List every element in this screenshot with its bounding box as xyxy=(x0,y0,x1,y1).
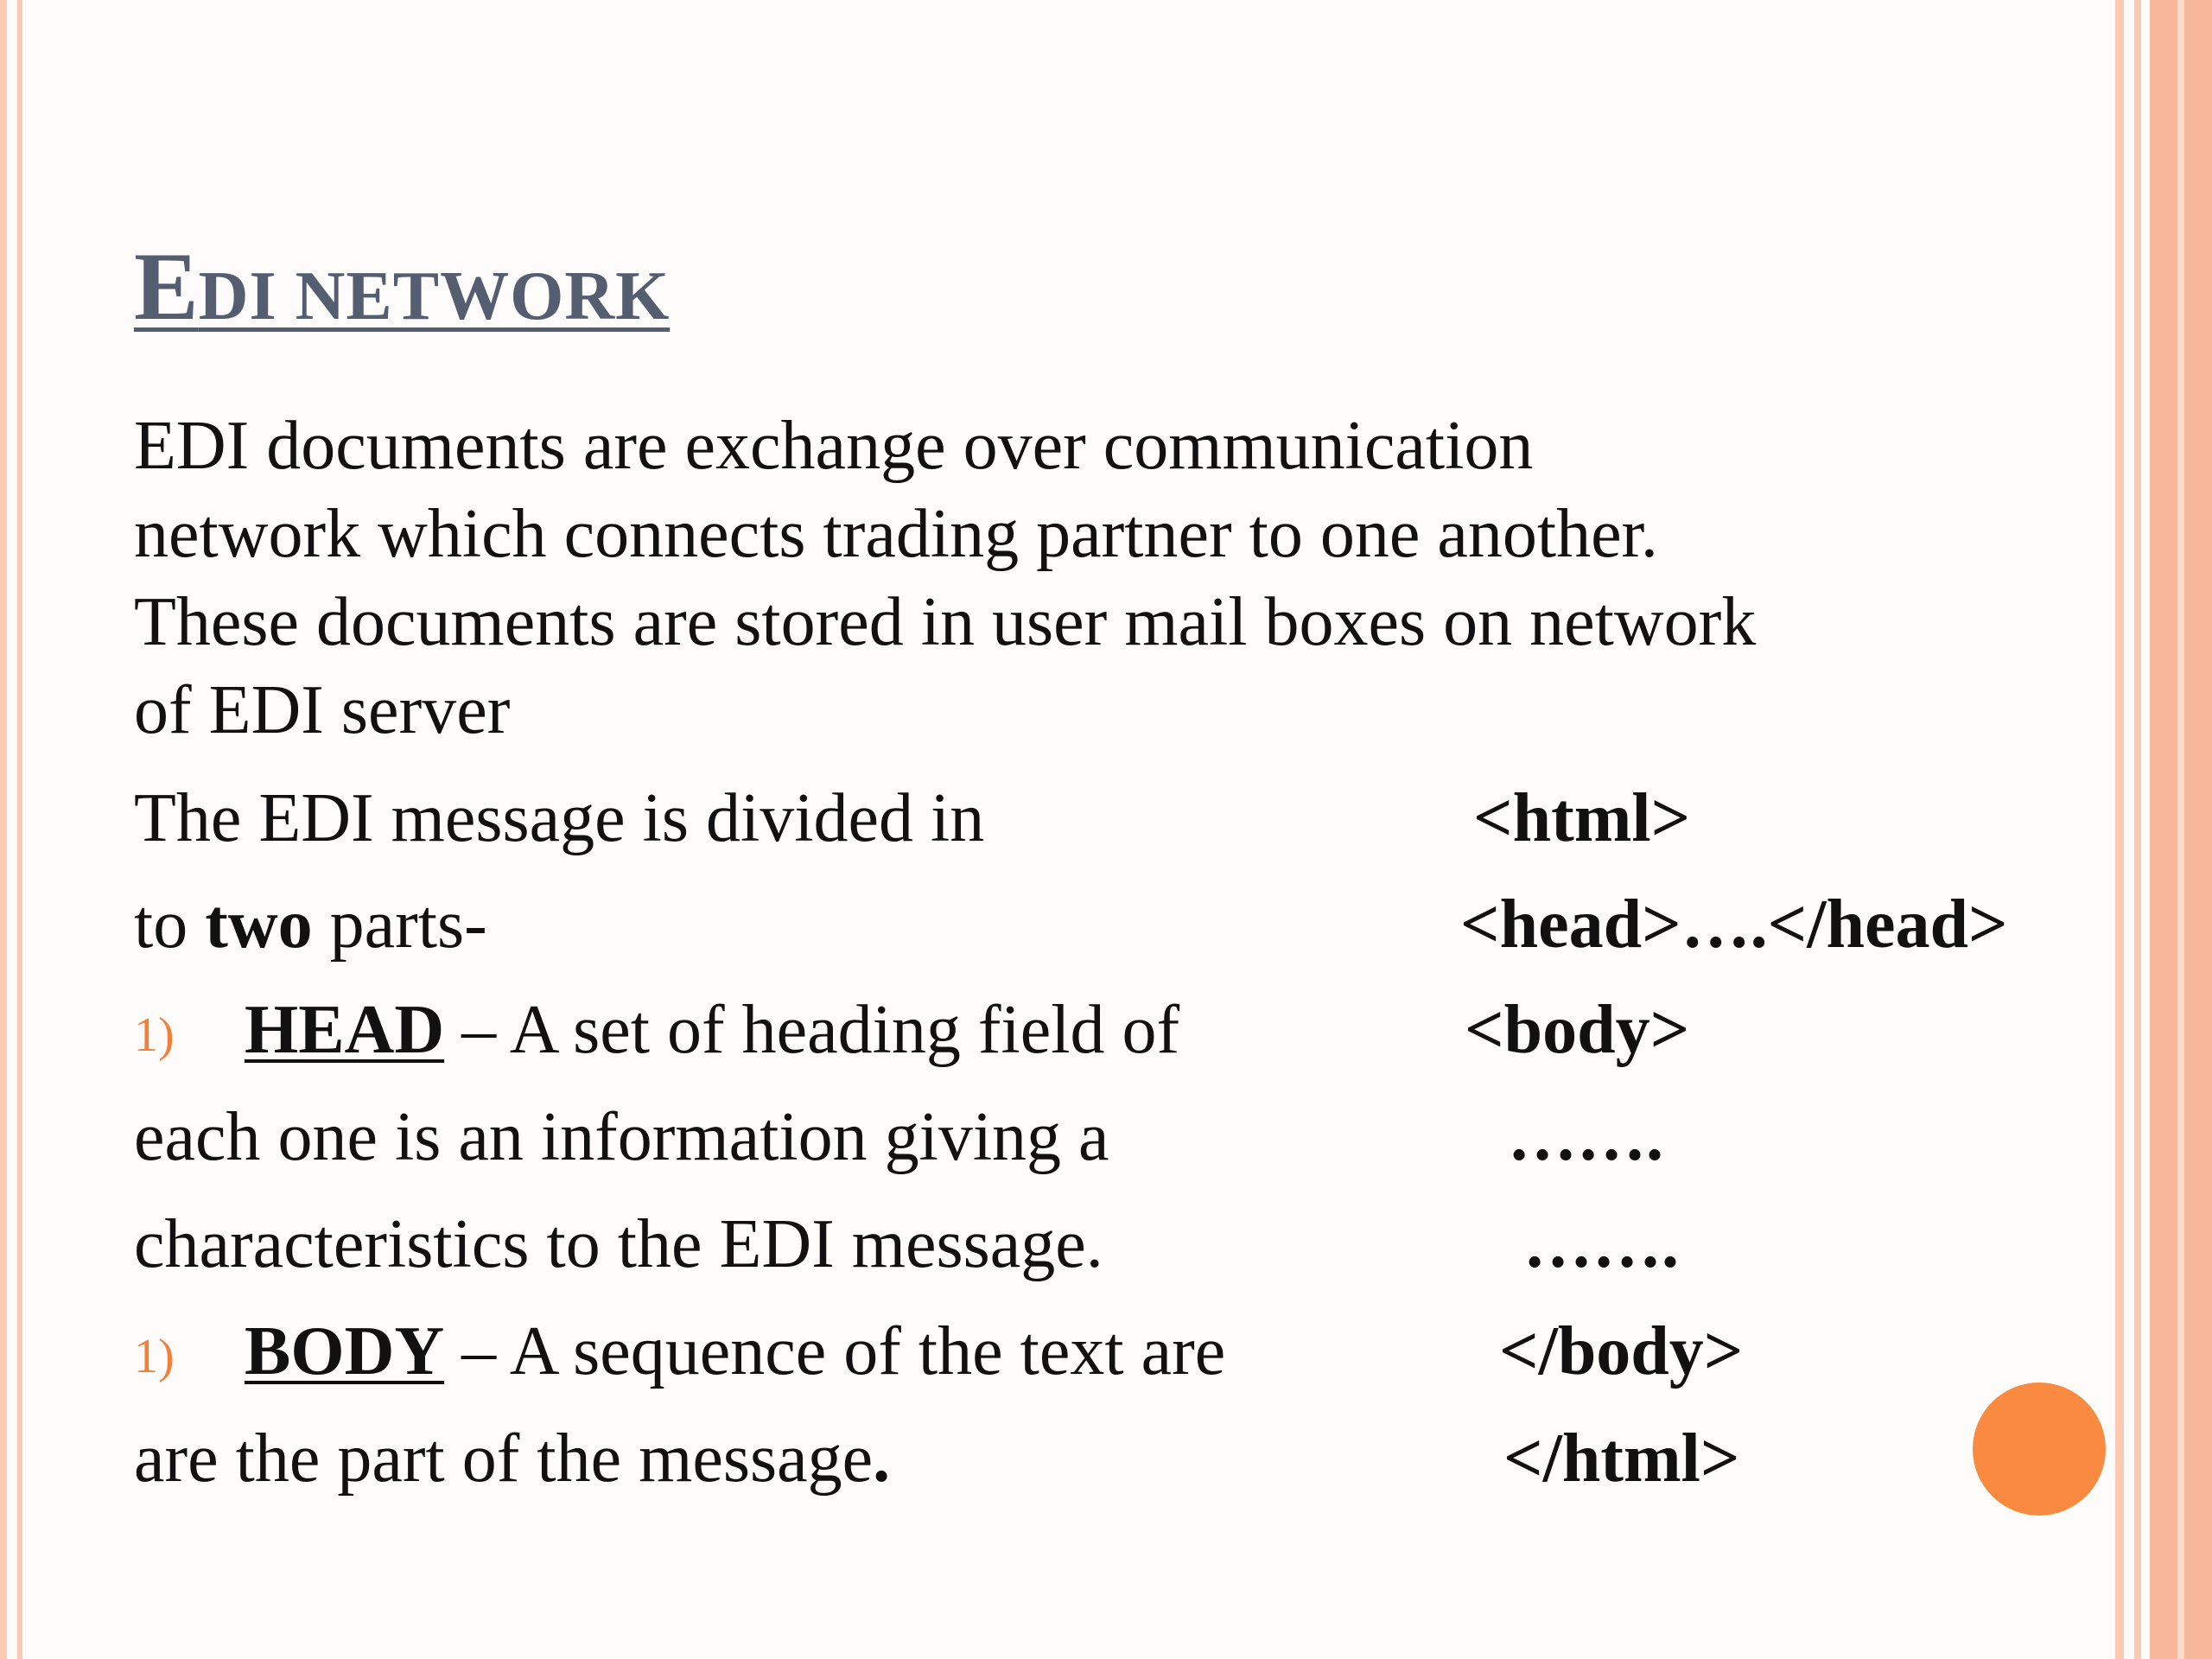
message-line-2-b: parts- xyxy=(312,887,487,963)
code-html-open: <html> xyxy=(1473,780,1691,856)
intro-line-2: network which connects trading partner to one another. xyxy=(134,496,1658,572)
intro-paragraph xyxy=(134,402,2130,754)
item-1-number: 1) xyxy=(134,1008,175,1062)
item-2-number: 1) xyxy=(134,1330,175,1383)
message-line-2-bold: two xyxy=(205,887,313,963)
left-border-inner xyxy=(17,0,22,1659)
intro-line-4: of EDI server xyxy=(134,672,511,748)
item-2-keyword: BODY xyxy=(245,1313,445,1389)
item-2-body xyxy=(245,1308,1225,1395)
right-border-stripe-b xyxy=(2134,0,2141,1659)
left-border-outer xyxy=(0,0,7,1659)
title-first-letter: E xyxy=(134,233,199,340)
orange-circle-decoration xyxy=(1973,1382,2106,1516)
item-1-continuation-2: characteristics to the EDI message. xyxy=(134,1206,1103,1282)
message-line-2-a: to xyxy=(134,887,206,963)
title-rest: DI NETWORK xyxy=(198,258,671,334)
right-border-stripe-a xyxy=(2115,0,2124,1659)
item-1-text: – A set of heading field of xyxy=(444,992,1180,1068)
right-border-highlight xyxy=(2177,0,2184,1659)
code-dots-2: ……. xyxy=(1523,1206,1679,1282)
message-line-1: The EDI message is divided in xyxy=(134,780,985,856)
code-head: <head>….</head> xyxy=(1460,887,2008,963)
item-1-head xyxy=(245,987,1179,1073)
item-2-continuation-text: are the part of the message xyxy=(134,1421,874,1497)
item-2-text: – A sequence of the text are xyxy=(444,1313,1226,1389)
item-1-keyword: HEAD xyxy=(245,992,445,1068)
item-2-continuation-period: . xyxy=(873,1421,891,1497)
intro-line-1: EDI documents are exchange over communication xyxy=(134,408,1534,484)
slide-title xyxy=(134,232,670,343)
intro-line-3: These documents are stored in user mail boxes on network xyxy=(134,584,1757,660)
message-line-2 xyxy=(134,881,487,968)
code-dots-1: ……. xyxy=(1508,1099,1663,1175)
code-body-open: <body> xyxy=(1465,992,1690,1068)
code-body-close: </body> xyxy=(1499,1313,1744,1389)
code-html-close: </html> xyxy=(1503,1421,1740,1497)
item-2-continuation-1 xyxy=(134,1415,890,1502)
item-1-continuation-1: each one is an information giving a xyxy=(134,1099,1109,1175)
